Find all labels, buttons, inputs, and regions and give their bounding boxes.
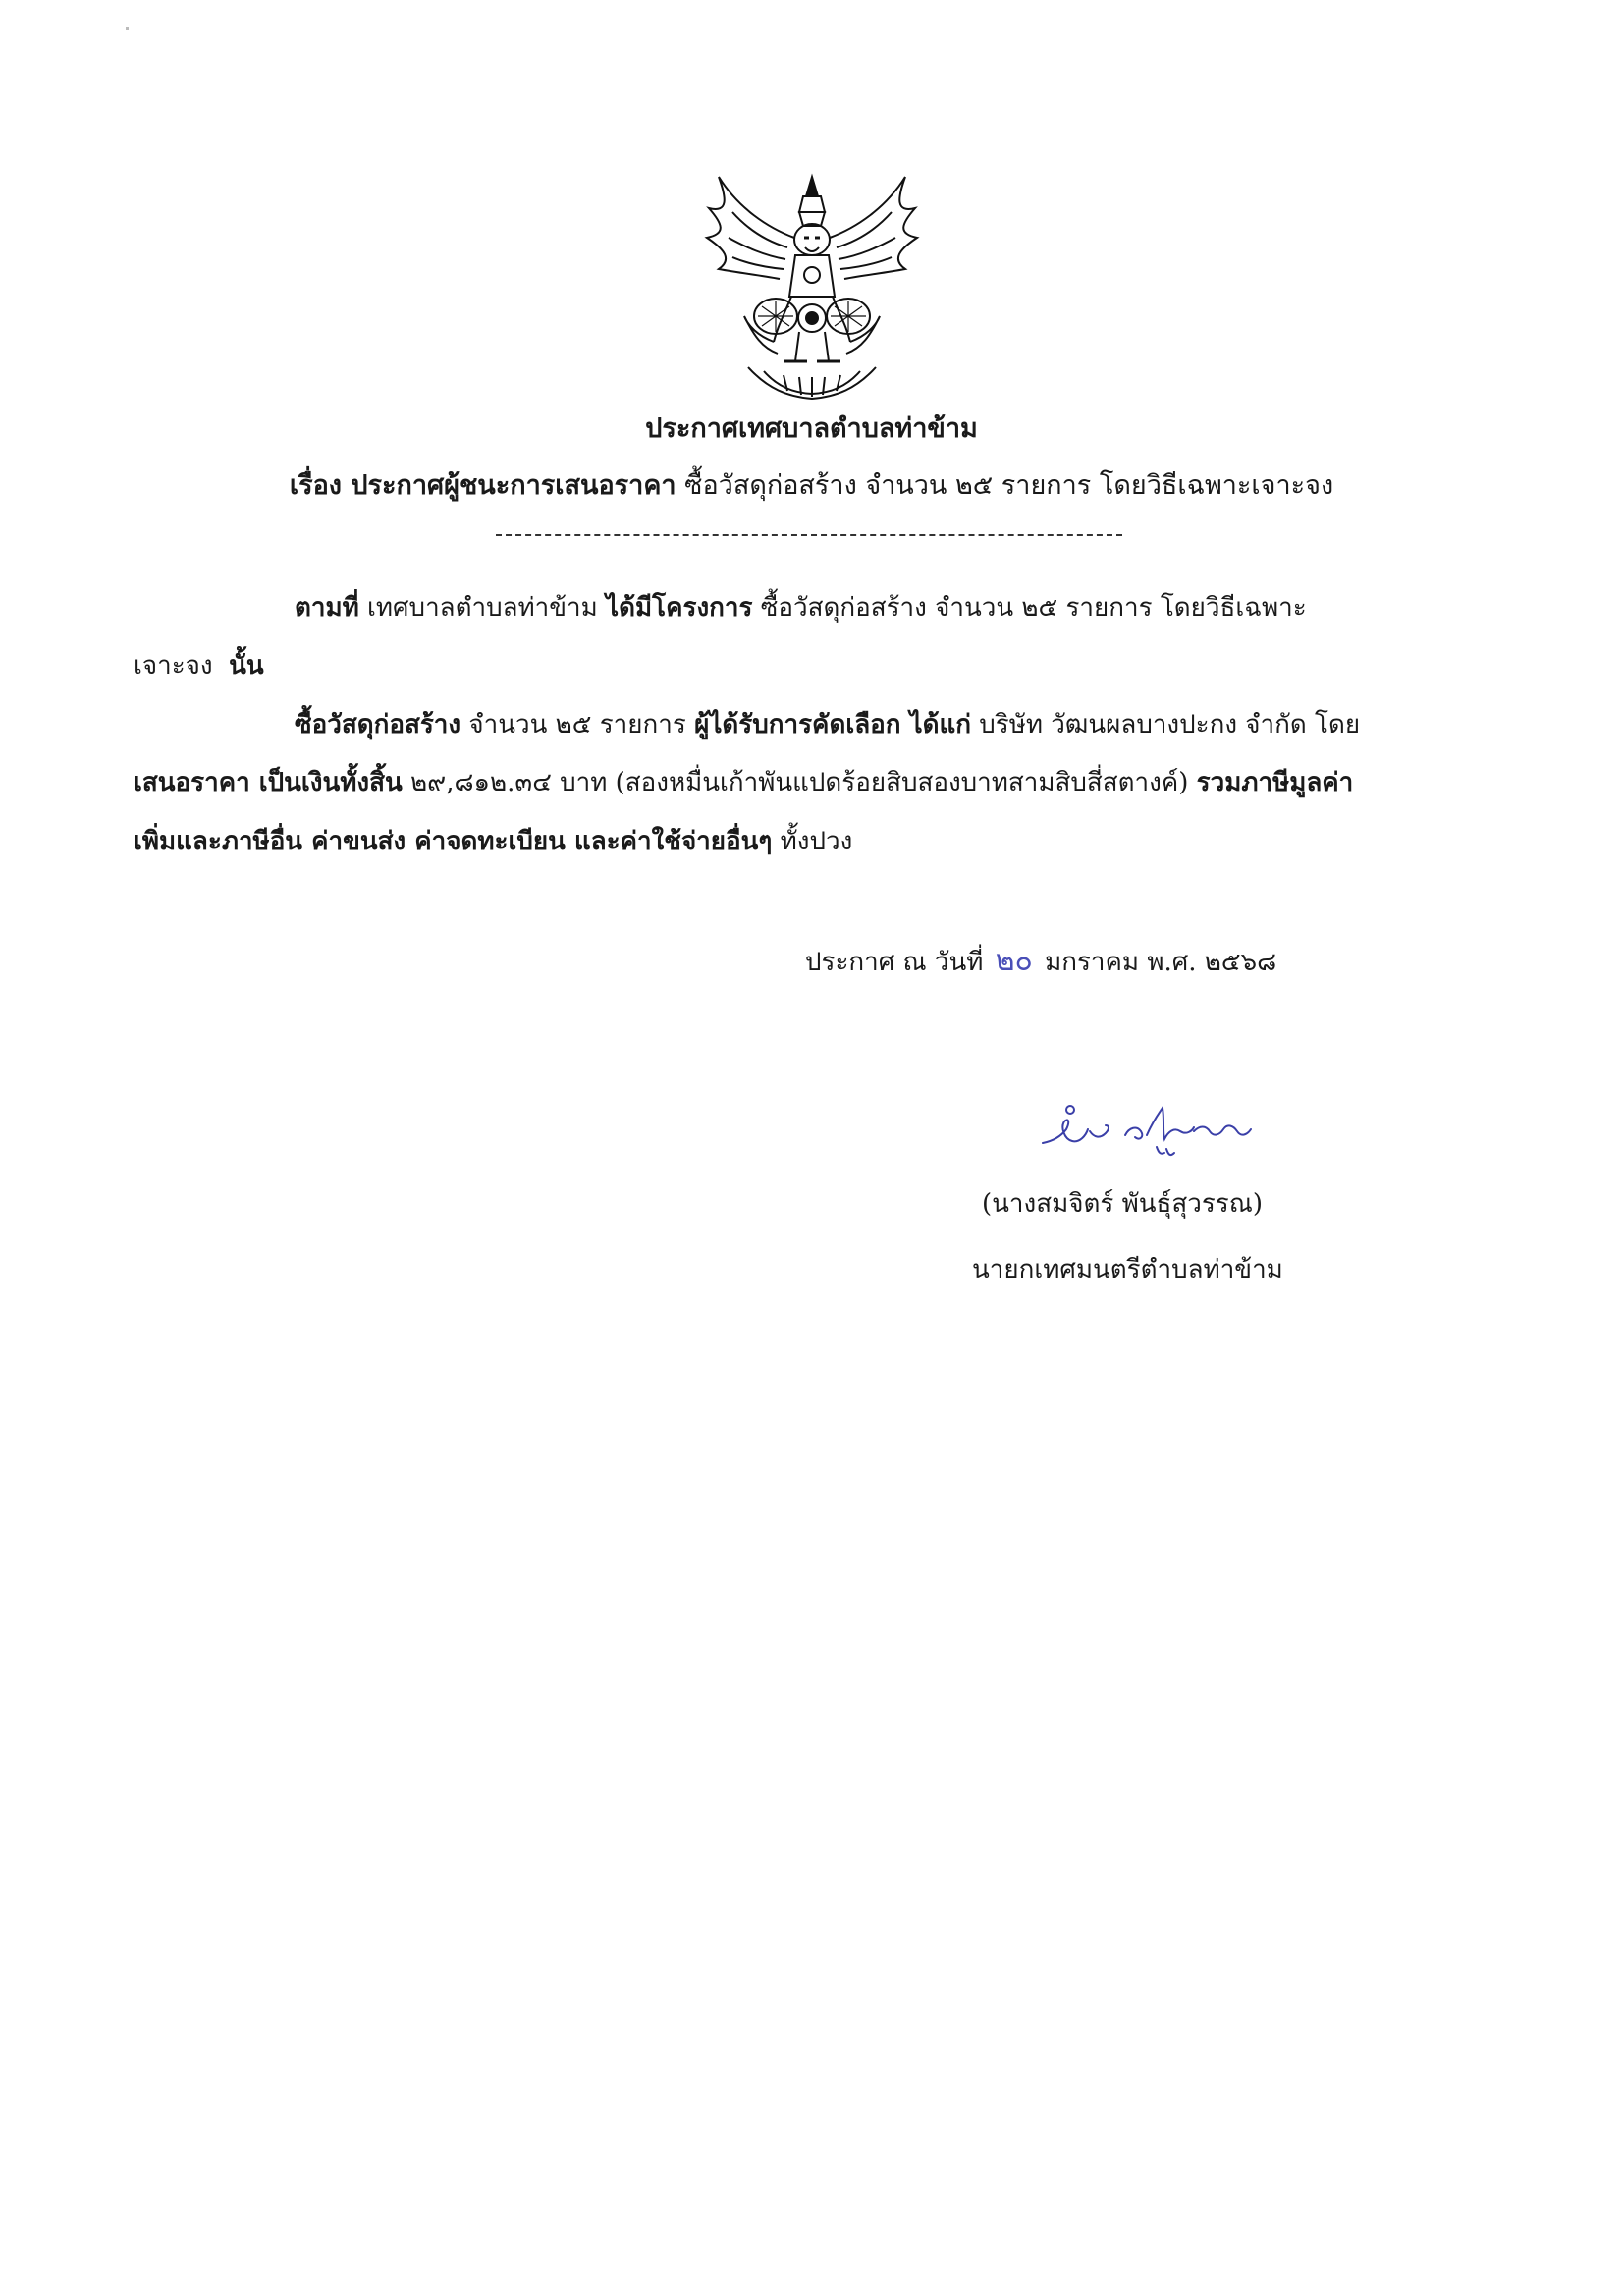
paragraph-1-line-2 (134, 645, 264, 685)
subject-label: เรื่อง ประกาศผู้ชนะการเสนอราคา (289, 470, 676, 501)
p3-bold-1: เพิ่มและภาษีอื่น ค่าขนส่ง ค่าจดทะเบียน และค่าใช้จ่ายอื่นๆ (134, 827, 773, 856)
announcement-heading: ประกาศเทศบาลตำบลท่าข้าม (645, 413, 978, 444)
date-day: ๒๐ (995, 944, 1033, 978)
p2-bold-4: รวมภาษีมูลค่า (1196, 768, 1354, 797)
p1-bold-3: นั้น (229, 651, 264, 681)
p2-bold-1: ซื้อวัสดุก่อสร้าง (295, 710, 461, 739)
paragraph-2-line-1 (295, 704, 1360, 744)
p1-text-3: เจาะจง (134, 651, 213, 681)
p1-text-2: ซื้อวัสดุก่อสร้าง จำนวน ๒๕ รายการ โดยวิธีเฉพาะ (760, 593, 1307, 623)
paragraph-2-line-2 (134, 762, 1353, 802)
signer-title: นายกเทศมนตรีตำบลท่าข้าม (972, 1255, 1283, 1285)
announcement-subject (0, 464, 1623, 506)
p1-bold-1: ตามที่ (295, 593, 359, 623)
subject-text: ซื้อวัสดุก่อสร้าง จำนวน ๒๕ รายการ โดยวิธีเฉพาะเจาะจง (684, 470, 1334, 501)
signer-name: (นางสมจิตร์ พันธุ์สุวรรณ) (982, 1189, 1264, 1219)
p2-text-1: จำนวน ๒๕ รายการ (468, 710, 686, 739)
p2-bold-2: ผู้ได้รับการคัดเลือก ได้แก่ (694, 710, 972, 739)
p3-text-1: ทั้งปวง (780, 827, 853, 856)
dashed-separator (496, 534, 1122, 536)
date-prefix: ประกาศ ณ วันที่ (805, 948, 984, 977)
signature-scribble (1031, 1092, 1267, 1171)
date-month-year: มกราคม พ.ศ. ๒๕๖๘ (1045, 948, 1277, 977)
p1-bold-2: ได้มีโครงการ (606, 593, 753, 623)
p1-text-1: เทศบาลตำบลท่าข้าม (367, 593, 598, 623)
garuda-emblem-icon (689, 169, 935, 405)
p2-text-3: ๒๙,๘๑๒.๓๔ บาท (สองหมื่นเก้าพันแปดร้อยสิบสองบาทสามสิบสี่สตางค์) (410, 768, 1189, 797)
p2-text-2: บริษัท วัฒนผลบางปะกง จำกัด โดย (979, 710, 1361, 739)
paragraph-1-line-1 (295, 587, 1307, 628)
paragraph-3 (134, 821, 852, 861)
p2-bold-3: เสนอราคา เป็นเงินทั้งสิ้น (134, 768, 403, 797)
announcement-date (805, 938, 1276, 984)
scan-speck (126, 27, 129, 30)
